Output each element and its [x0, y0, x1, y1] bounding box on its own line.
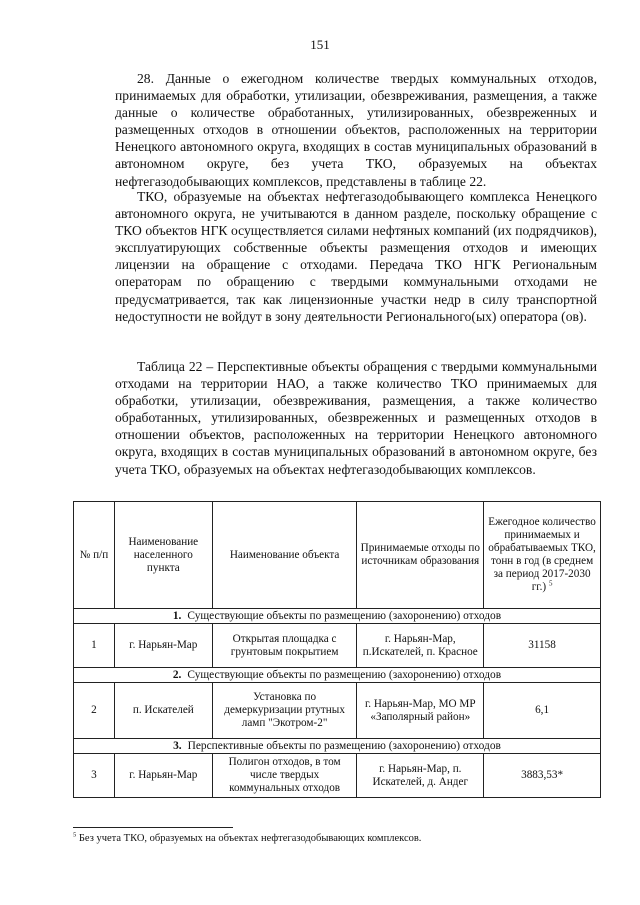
cell-volume: 3883,53*: [484, 754, 601, 798]
footnote-text: Без учета ТКО, образуемых на объектах нефтегазодобывающих комплексов.: [78, 833, 422, 844]
cell-settlement: г. Нарьян-Мар: [114, 754, 212, 798]
cell-sources: г. Нарьян-Мар, п.Искателей, п. Красное: [357, 624, 484, 668]
section-row: [74, 609, 601, 624]
table-row: [74, 754, 601, 798]
section-number: 3.: [173, 739, 182, 752]
cell-sources: г. Нарьян-Мар, МО МР «Заполярный район»: [357, 683, 484, 739]
table-row: [74, 683, 601, 739]
cell-volume: 6,1: [484, 683, 601, 739]
footnote-ref: 5: [548, 579, 553, 588]
section-number: 1.: [172, 609, 182, 622]
header-sources: Принимаемые отходы по источникам образования: [357, 502, 484, 609]
header-num: № п/п: [74, 502, 115, 609]
paragraph-28: [115, 70, 597, 190]
header-volume-text: Ежегодное количество принимаемых и обрабатываемых ТКО, тонн в год (в среднем за период 2017-2030 гг.): [488, 516, 596, 593]
header-object: Наименование объекта: [212, 502, 357, 609]
cell-num: 2: [74, 683, 115, 739]
table-row: [74, 624, 601, 668]
footnote: [73, 833, 421, 844]
section-number: 2.: [172, 668, 182, 681]
paragraph-tko-ngk: [115, 188, 597, 325]
waste-objects-table: [73, 501, 601, 798]
section-title: Перспективные объекты по размещению (захоронению) отходов: [187, 739, 501, 752]
cell-num: 3: [74, 754, 115, 798]
cell-settlement: г. Нарьян-Мар: [114, 624, 212, 668]
paragraph-tko-ngk-text: ТКО, образуемые на объектах нефтегазодобывающего комплекса Ненецкого автономного округа, не учитываются в данном разделе, поскольку обращение с ТКО объектов НГК осуществляется силами нефтяных компаний (их подрядчиков), эксплуатирующих собственные объекты размещения отходов и имеющих лицензии на обращение с отходами. Передача ТКО НГК Региональным операторам по обращению с твердыми коммунальными отходами не предусматривается, так как лицензионные участки недр в силу транспортной недоступности не войдут в зону деятельности Регионального(ых) оператора (ов).: [115, 189, 597, 324]
section-title: Существующие объекты по размещению (захоронению) отходов: [187, 609, 502, 622]
cell-num: 1: [74, 624, 115, 668]
cell-sources: г. Нарьян-Мар, п. Искателей, д. Андег: [357, 754, 484, 798]
section-row: [74, 739, 601, 754]
cell-object: Открытая площадка с грунтовым покрытием: [212, 624, 357, 668]
cell-settlement: п. Искателей: [114, 683, 212, 739]
table-caption: [115, 358, 597, 478]
header-volume: [484, 502, 601, 609]
table-header-row: [74, 502, 601, 609]
section-heading: [74, 609, 601, 624]
cell-object: Установка по демеркуризации ртутных ламп "Экотром-2": [212, 683, 357, 739]
cell-object: Полигон отходов, в том числе твердых коммунальных отходов: [212, 754, 357, 798]
cell-volume: 31158: [484, 624, 601, 668]
header-settlement: Наименование населенного пункта: [114, 502, 212, 609]
section-heading: [74, 668, 601, 683]
footnote-mark: 5: [73, 831, 77, 839]
section-title: Существующие объекты по размещению (захоронению) отходов: [187, 668, 502, 681]
footnote-divider: [73, 827, 233, 828]
table-caption-text: Таблица 22 – Перспективные объекты обращения с твердыми коммунальными отходами на территории НАО, а также количество ТКО принимаемых для обработки, утилизации, обезвреживания, размещения, а также количество обработанных, утилизированных, обезвреженных и размещенных отходов в отношении объектов, расположенных на территории Ненецкого автономного округа, входящих в состав муниципальных образований в автономном округе, без учета ТКО, образуемых на объектах нефтегазодобывающих комплексов.: [115, 359, 597, 477]
section-row: [74, 668, 601, 683]
page-number: 151: [310, 37, 330, 52]
section-heading: [74, 739, 601, 754]
paragraph-28-text: 28. Данные о ежегодном количестве твердых коммунальных отходов, принимаемых для обработки, утилизации, обезвреживания, размещения, а также данные о количестве обработанных, утилизированных, обезвреженных и размещенных отходов в отношении объектов, расположенных на территории Ненецкого автономного округа, входящих в состав муниципальных образований в автономном округе, без учета ТКО, образуемых на объектах нефтегазодобывающих комплексов, представлены в таблице 22.: [115, 71, 597, 189]
